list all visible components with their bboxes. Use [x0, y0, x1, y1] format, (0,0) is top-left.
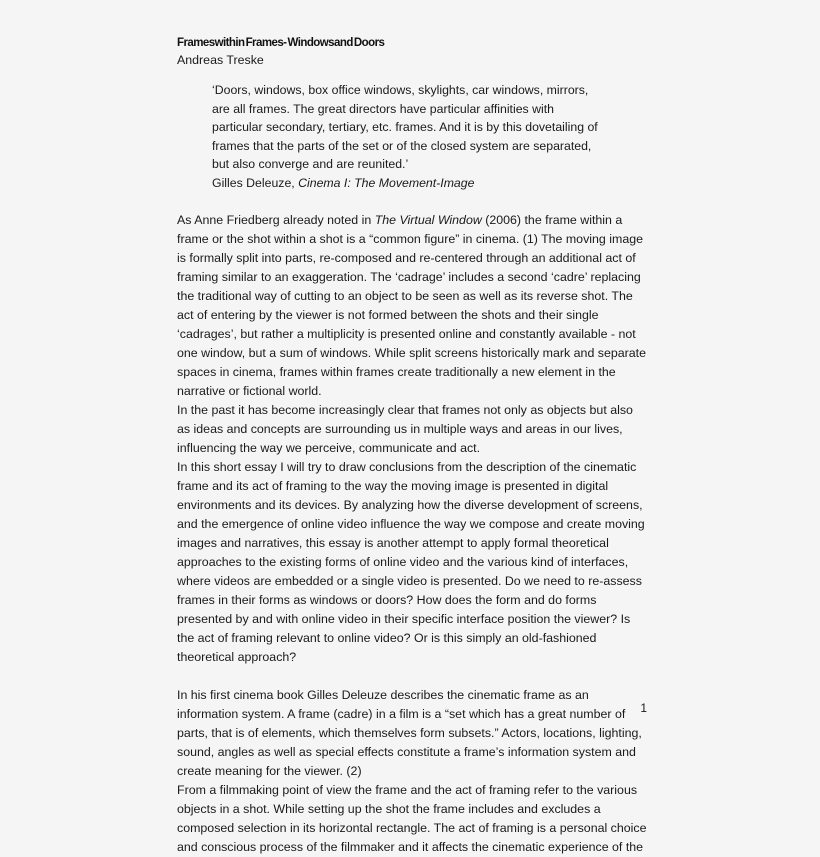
- quote-attribution: [212, 174, 607, 193]
- document-content: [177, 36, 647, 857]
- quote-text: ‘Doors, windows, box office windows, skylights, car windows, mirrors, are all frames. The great directors have particular affinities with particular secondary, tertiary, etc. frames. And it is by this dovetailing of frames that the parts of the set or of the closed system are separated, but also converge and are reunited.’: [212, 83, 598, 172]
- body-paragraph-3: In this short essay I will try to draw conclusions from the description of the cinematic frame and its act of framing to the way the moving image is presented in digital environments and its devices. By analyzing how the diverse development of screens, and the emergence of online video influence the way we compose and create moving images and narratives, this essay is another attempt to apply formal theoretical approaches to the existing forms of online video and the various kind of interfaces, where videos are embedded or a single video is presented. Do we need to re-assess frames in their forms as windows or doors? How does the form and do forms presented by and with online video in their specific interface position the viewer? Is the act of framing relevant to online video? Or is this simply an old-fashioned theoretical approach?: [177, 459, 645, 664]
- document-title: Frameswithin Frames- Windowsand Doors: [177, 37, 385, 49]
- quote-attribution-work: Cinema I: The Movement-Image: [298, 175, 475, 190]
- paragraph-1-segment-a: As Anne Friedberg already noted in: [177, 212, 375, 227]
- paragraph-spacer: [177, 667, 647, 686]
- paragraph-1-book-title: The Virtual Window: [374, 212, 482, 227]
- paragraph-1-segment-b: (2006) the frame within a frame or the shot within a shot is a “common figure” in cinema. (1) The moving image is formally split into parts, re-composed and re-centered through an additional act of framing similar to an exaggeration. The ‘cadrage’ includes a second ‘cadre’ replacing the traditional way of cutting to an object to be seen as well as its reverse shot. The act of entering by the viewer is not formed between the shots and their single ‘cadrages’, but rather a multiplicity is presented online and constantly available - not one window, but a sum of windows. While split screens historically mark and separate spaces in cinema, frames within frames create traditionally a new element in the narrative or fictional world.: [177, 212, 646, 398]
- page-number: 1: [640, 701, 647, 715]
- epigraph-quote: [212, 81, 607, 193]
- body-paragraph-2: In the past it has become increasingly clear that frames not only as objects but also as ideas and concepts are surrounding us in multiple ways and areas in our lives, influencing the way we perceive, communicate and act.: [177, 402, 633, 455]
- body-paragraph-4: In his first cinema book Gilles Deleuze describes the cinematic frame as an information system. A frame (cadre) in a film is a “set which has a great number of parts, that is of elements, which themselves form subsets.” Actors, locations, lighting, sound, angles as well as special effects constitute a frame’s information system and create meaning for the viewer. (2): [177, 687, 642, 778]
- quote-attribution-author: Gilles Deleuze,: [212, 175, 299, 190]
- body-paragraph-1: [177, 211, 647, 401]
- document-author: Andreas Treske: [177, 53, 264, 67]
- document-body: [177, 211, 647, 857]
- body-paragraph-5: From a filmmaking point of view the frame and the act of framing refer to the various objects in a shot. While setting up the shot the frame includes and excludes a composed selection in its horizontal rectangle. The act of framing is a personal choice and conscious process of the filmmaker and it affects the cinematic experience of the: [177, 782, 647, 854]
